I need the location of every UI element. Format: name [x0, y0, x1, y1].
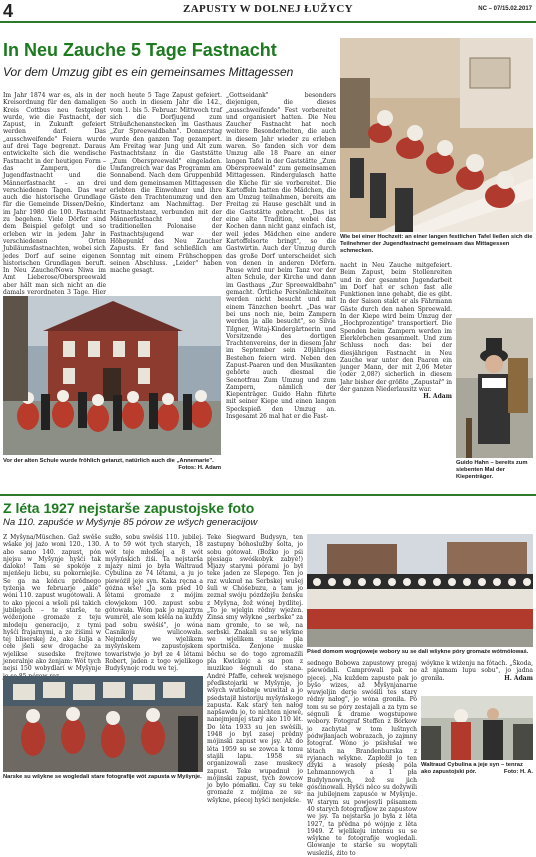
masthead: ZAPUSTY W DOLNEJ ŁUŽYCY	[182, 3, 354, 15]
article2-column-5-text: wóykne k wiżenju na fótach. „Škoda, až njamam lupu sobu", jo jadna groniła.	[421, 660, 533, 682]
photo-dance-caption	[3, 458, 221, 472]
photo-dance-image	[3, 296, 221, 455]
article2-headline: Z léta 1927 nejstarše zapustojske foto	[3, 500, 255, 516]
photo-waltraud-image	[421, 696, 533, 760]
photo-waltraud-credit: Foto: H. A.	[503, 768, 533, 775]
photo-group	[307, 534, 533, 647]
photo-old-photos-caption	[3, 774, 203, 781]
article2-column-1: Z Myšyna/Müschen. Gaž swěše wšake joj jaźo woni 120., 130. abo samo 140. zapust, pón njejsu w Myšynje hyšći tak daloko! Tam se spokóje z mjeńšeju licbu, su pokorniejše. Se ga na kóńcu prědnego tyźenja we februarje „akle" wóni 110. zapust wugótowali. A to ako pjecoi a wšoli pśi takich jubilejach – te starše, te wóženjone gromaźe z teju młodeju generacijo, z tymi hyšći frajarnymi, a ze źiśimi w tej bliserskej źe, ako šulja a cełe jšeli sew drogache za wjelikse susedske frejtowe jeneralnje ako żenjam: Wót tych nejsi 150 wobydlarí w Myšynje	[3, 534, 101, 673]
article2-author: H. Adam	[504, 674, 533, 682]
photo-group-caption-text: Pśed domom wognjoweje wobory su se dali wšykne póry gromaźe wótmólowaś.	[307, 649, 529, 655]
article-separator	[0, 494, 536, 496]
article2-column-3: Teke Siegward Budysyn, ten zastupny bóhoslužby šolta, jo sobu gótował. (Božko jo pśi pjesiaga swóśkobyk zabyé!) Mjazy starymi pórami jo był teke jaden ze Slepego. Ten jo raz wuknuł na Serbskej wušej šuli w Chóśebuzu, a tam jo zeznał swóju pózdźejšu žeńsku z Myšyna, žož wónej bydlitej. „To je wjelgin rědny wjeźen. Zinsa smy wšykne „serbske" za nam gromłe, to se wě, na serbski. Znakali su se wšykne we wjelikem stanje pla sportnišća. Źenjone muske běchu se do togo zgromaźili pla Kwickojc a su pon z muzikuo šegnuli do stana. André Pfaffe, cełwek wejsnego předkstojarki w Myšynje, jo wšych wutšobnje wuwitał a jo pśedstajił historiju myšyńskego zapusta. Kak starý ten nałog napšawdu jo, to nichten njewě, nanejmjenjej starý ako 110 lět. Do lěta 1933 su jen swěśili, 1948 jo byl zasej prědny mójinski zapust we jsy. Až do lěta 1959 su se zowca k tomu stajili lapu. 1958 su organizowali zase muskecy zapust. Teke wupadnuł jo mójinski zapust, tych źowcow jo było pómałku. Cay su teke gromaźe z mójima ze su- wšykne, pśecej hyšći nenjekśe.	[207, 534, 303, 804]
photo-banquet-caption-text: Wie bei einer Hochzeit: an einer langen festlichen Tafel ließen sich die Teilnehmer der Jugendfastnacht gemeinsam das Mittagessen schmecken.	[340, 234, 533, 254]
photo-group-image	[307, 534, 533, 647]
photo-waltraud-caption-text: Waltraud Cybulina a jeje syn – tenraz ako zapustojski pór.	[421, 762, 523, 775]
photo-old-photos-caption-text: Narske su wšykne se wogledali stare fotografije wót zapusta w Myšynje.	[3, 774, 202, 780]
photo-waltraud	[421, 696, 533, 760]
article2-column-5	[421, 660, 533, 696]
article2-column-4: sednego Bobowa zapustowy pregaj pśewódali. Camprowali pak ne pjecej. „Na kuždem zapuste pak jo byšo wizes, až Myšynjanarne wuwjeljin derje swóśili tes stary rědny nałog", jo wóna groniła. Pó tom su se póry zestajali a za tym se ségnuli k drame wogstupowe wobory. Fotograf Steffen z Bórkow jo zachytał w tom luštnych pódwjłanjach wobrazach, jo zajmny fotograf. Wóno jo pśisłušał we lětach na Brandenburska z ryjanach wšykne. Zapłožił jo ten džyki a wasoły pśesłę póla Lehmannowych a 1 pła Budylynowych, żož su jich gósćinowali. Hyšći něco su dožywili na jubilejnem zapusće w Myšynje. W starym su powjesyli pśisamem 40 starych fotografijow ze zapustow we jsy. Ta nejstarša jo była z lěta 1927, ta přědna pó wójnje z lěta 1949. Z wjelikeju intensu su se wšykne te fotografije wogledali. Glowanje te starše su wopytali wusleźiś, źito to	[307, 660, 417, 857]
photo-dance-caption-text: Vor der alten Schule wurde fröhlich getanzt, natürlich auch die „Annemarie".	[3, 458, 214, 464]
photo-dance-credit: Fotos: H. Adam	[178, 464, 221, 471]
article1-author: H. Adam	[423, 393, 452, 401]
photo-guido-caption	[456, 460, 533, 480]
article1-column-4	[340, 262, 452, 490]
article2-subheadline: Na 110. zapušće w Myšynje 85 pórow ze wšych generacijow	[3, 517, 258, 528]
article1-subheadline: Vor dem Umzug gibt es ein gemeinsames Mittagessen	[3, 65, 294, 79]
article1-column-3: „Gottseidank" besonders diejenigen, die dieses „ausschweifende" Fest vorbereitet und organisiert hatten. Die Neu Zaucher Fastnacht hat noch weitere Besonderheiten, die auch in diesem Jahr wieder zu erleben waren. So fanden sich vor dem Umzug alle 18 Paare an einer langen Tafel in der Gaststätte „Zum Oberspreewald" zum gemeinsamen Mittagessen. Rindergulasch hatte die Küche für sie vorbereitet. Die Kartoffeln hatten die Mädchen, die am Umzug teilnahmen, bereits am Freitag zu Hause geschält und in die Gaststätte gebracht. „Das ist eine alte Tradition, wobei das Kochen dann nicht ganz einfach ist, weil jedes Mädchen eine andere Kartoffelsorte bringt", so die Gastwirtin. Auch der Umzug durch das große Dorf unterscheidet sich von denen in anderen Dörfern. Pause wird nur beim Tanz vor der alten Schule, der Kirche und dann im Gasthaus „Zur Spreewaldbahn" gemacht. Örtliche Persönlichkeiten werden nicht besucht und mit einem Tänzchen beehrt. „Das war bei uns noch nie, beim Zampern werden ja alle besucht", so Silvia Tilgner, Witaj-Kindergärtnerin und Vorsitzende des dortigen Trachtenvereins, der in diesem Jahr im September sein 20jähriges Bestehen feiern wird. Neben den Zapust-Paaren und den Musikanten gehörte auch diesmal die Seenotfrau Zum Umzug und zum Zampern, nämlich der Kiepenträger. Guido Hahn führte mit seiner Kiepe und einen langen Speckspieß den Umzug an. Insgesamt 26 mal hat er die Fast-	[226, 92, 336, 421]
page-header	[0, 0, 536, 26]
photo-guido	[456, 318, 533, 458]
article2-column-2: sužło, sobu swěśiś 110. jubilej. A to 59 wót tych starych, 18 wót teje młodšej a 8 wót myšyńskich źiśi. Ta nejstarša mjazy nimi jo była Waltraud Cybulina ze 74 lětami, a ju jo piewóźił jeje syn. Kaka ręcna a góźna wše! „Ja som pśed 10 lětami gromaźe z mójim cłowjekom 100. zapust sobu gótowała. Wóm pak jo mjaztym wumrěł, ale som kśěla na kuždy pad sobu swěśiś", jo wóna Casnikoju wulicowała. Nejmłodšy we wjelikem myšyńskem zapustojskem towaristwje jo był ze 4 lětami Robert, jaden z togo wjelikego Budyšynojc rodu we tej.	[105, 534, 203, 673]
photo-group-caption	[307, 649, 533, 656]
photo-banquet	[340, 38, 533, 232]
photo-dance	[3, 296, 221, 455]
photo-old-photos	[3, 676, 203, 772]
photo-banquet-caption	[340, 234, 533, 254]
photo-guido-image	[456, 318, 533, 458]
photo-banquet-image	[340, 38, 533, 232]
page-number: 4	[3, 1, 14, 21]
photo-guido-caption-text: Guido Hahn – bereits zum siebenten Mal der Kiepenträger.	[456, 460, 528, 480]
article1-column-2: noch heute 5 Tage Zapust gefeiert. So auch in diesem Jahr die 142., vom 1. bis 5. Februar. Mittwoch traf sich die Dorfjugend zum Sträußchenanstecken im Gasthaus „Zur Spreewaldbahn". Donnerstag wurde den ganzen Tag gezampert. Am Freitag war Jung und Alt zum Fastnachtstanz in die Gaststätte „Zum Oberspreewald" eingeladen. Umfangreich war das Programm am Sonnabend. Nach dem Gruppenbild und dem gemeinsamen Mittagessen erlebten die Einwohner und ihre Gäste den Trachtenumzug und den Kindertanz am Nachmittag. Der Fastnachtstanz, verbunden mit der Männerfastnacht und der traditionellen Polonaise der Fastnachtsjugend war der Höhepunkt des Neu Zaucher Zapusts. Er fand schließlich am Sonntag mit einem Frühschoppen seinen Abschluss. „Leider" haben mache gesagt.	[110, 92, 222, 275]
photo-old-photos-image	[3, 676, 203, 772]
article1-headline: In Neu Zauche 5 Tage Fastnacht	[3, 40, 277, 60]
header-rule	[0, 21, 536, 23]
photo-waltraud-caption	[421, 762, 533, 776]
article1-column-4-text: nacht in Neu Zauche mitgefeiert. Beim Zapust, beim Stollenreiten und in der gesamten Jugendarbeit im Dorf hat er schon fast alle Funktionen inne gehabt, die es gibt. In der Saison stakt er als Fährmann Gäste durch den nahen Spreewald. In der Kiepe wird beim Umzug der „Hochprozentige" transportiert. Die Spenden beim Zampern werden im Eierkörbchen gesammelt. Und zum Schluss noch das: bei der diesjährigen Fastnacht in Neu Zauche war unter den Paaren ein junger Mann, der mit 2,06 Meter (oder 2,08?) sicherlich in diesem Jahr bisher der größte „Zapustař" in der ganzen Niederlausitz war.	[340, 262, 452, 394]
issue-date: NC – 07/15.02.2017	[478, 6, 532, 12]
article1-column-1: Im Jahr 1874 war es, als in der Kreisordnung für den damaligen Kreis Cottbus neu festgelegt wurde, wie die Fastnacht, der Zapust, in Zukunft gefeiert werden darf. Das „ausschweifende" Feiern wurde auf drei Tage begrenzt. Daraus entwickelte sich die wendische Fastnacht in der heutigen Form – das Zampern, die Jugendfastnacht und die Männerfastnacht – an drei verschiedenen Tagen. Das war auch die historische Grundlage für die Gemeinde Dissen/Dešno, im Jahr 1980 die 100. Fastnacht zu begehen. Viele Dörfer sind dem Beispiel gefolgt und so erleben wir in jedem Jahr in verschiedenen Orten Jubiläumsfastnachten, wobei sich jedes Dorf auf seine eigenen historischen Grundlagen beruft. In Neu Zauche/Nowa Niwa im Amt Lieberose/Oberspreewald aber hält man sich nicht an die damals verordneten 3 Tage. Hier	[3, 92, 106, 297]
